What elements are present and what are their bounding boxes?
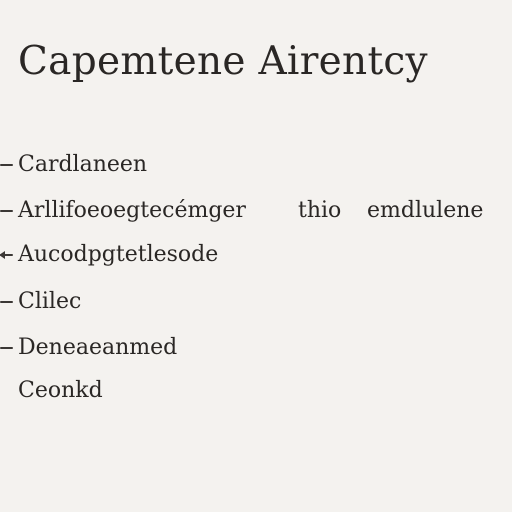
dash-bullet-icon [0, 301, 13, 303]
list-item [0, 378, 512, 408]
dash-bullet-icon [0, 210, 13, 212]
list-item-text: Ceonkd [18, 378, 103, 403]
dash-bullet-icon [0, 164, 13, 166]
list-item [0, 198, 512, 228]
list-item-text: Arllifoeoegtecémger [18, 198, 246, 223]
list-item-text: Cardlaneen [18, 152, 148, 177]
list-item [0, 335, 512, 365]
list-item [0, 289, 512, 319]
list-item [0, 242, 512, 272]
list-item [0, 152, 512, 182]
page-title: Capemtene Airentcy [18, 39, 428, 84]
list-item-aside-text-2: emdlulene [367, 198, 484, 223]
list-item-text: Aucodpgtetlesode [18, 242, 219, 267]
list-item-text: Deneaeanmed [18, 335, 178, 360]
list-item-aside-text: thio [298, 198, 342, 223]
arrow-bullet-icon [0, 254, 13, 256]
list-item-text: Clilec [18, 289, 82, 314]
dash-bullet-icon [0, 347, 13, 349]
